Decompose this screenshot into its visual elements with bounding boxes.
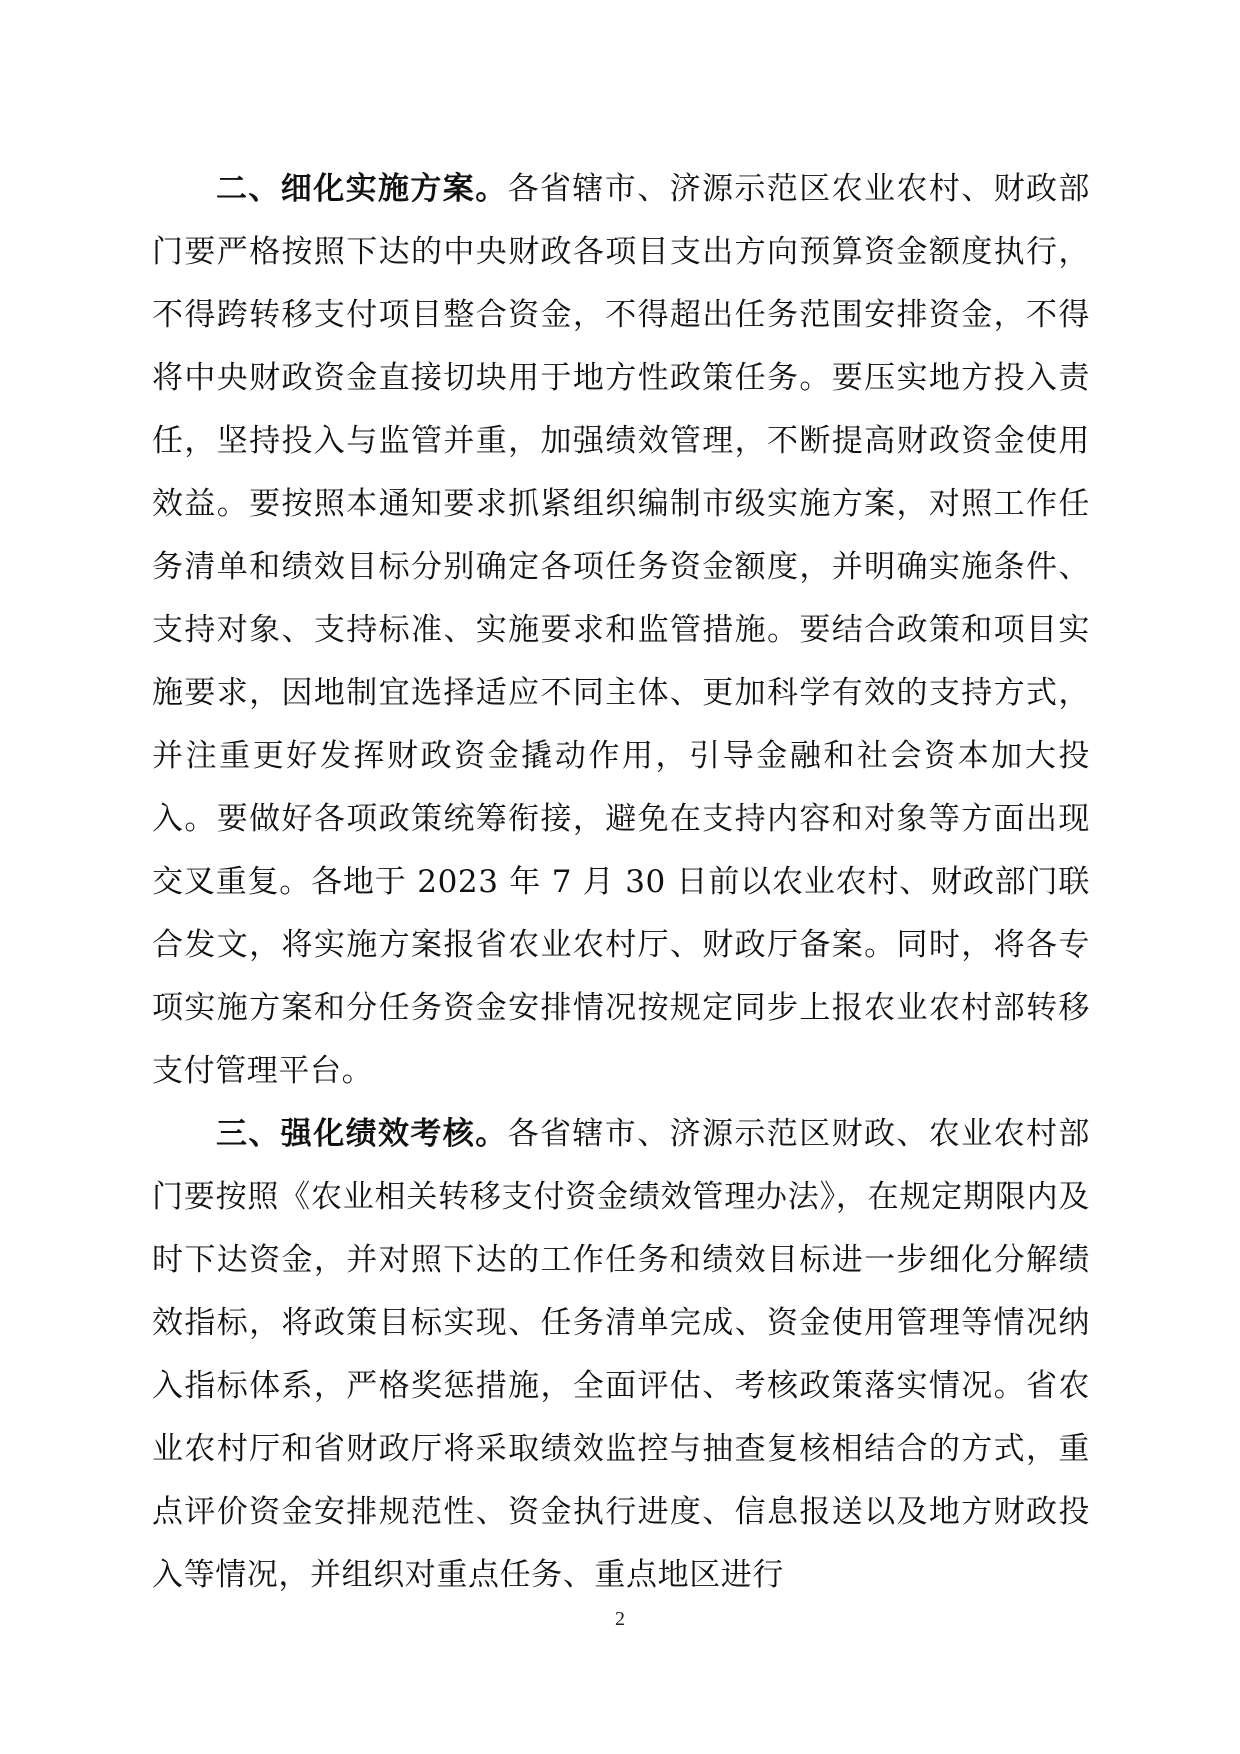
paragraph-text: 各省辖市、济源示范区农业农村、财政部门要严格按照下达的中央财政各项目支出方向预算资金额度执行，不得跨转移支付项目整合资金，不得超出任务范围安排资金，不得将中央财政资金直接切块用于地方性政策任务。要压实地方投入责任，坚持投入与监管并重，加强绩效管理，不断提高财政资金使用效益。要按照本通知要求抓紧组织编制市级实施方案，对照工作任务清单和绩效目标分别确定各项任务资金额度，并明确实施条件、支持对象、支持标准、实施要求和监管措施。要结合政策和项目实施要求，因地制宜选择适应不同主体、更加科学有效的支持方式，并注重更好发挥财政资金撬动作用，引导金融和社会资本加大投入。要做好各项政策统筹衔接，避免在支持内容和对象等方面出现交叉重复。各地于 2023 年 7 月 30 日前以农业农村、财政部门联合发文，将实施方案报省农业农村厅、财政厅备案。同时，将各专项实施方案和分任务资金安排情况按规定同步上报农业农村部转移支付管理平台。 [152,171,1090,1089]
paragraph-refine-implementation-plan [152,158,1090,1103]
paragraph-heading: 三、强化绩效考核。 [216,1116,508,1152]
paragraph-strengthen-performance-assessment [152,1103,1090,1607]
paragraph-heading: 二、细化实施方案。 [216,171,508,207]
paragraph-text: 各省辖市、济源示范区财政、农业农村部门要按照《农业相关转移支付资金绩效管理办法》，在规定期限内及时下达资金，并对照下达的工作任务和绩效目标进一步细化分解绩效指标，将政策目标实现、任务清单完成、资金使用管理等情况纳入指标体系，严格奖惩措施，全面评估、考核政策落实情况。省农业农村厅和省财政厅将采取绩效监控与抽查复核相结合的方式，重点评价资金安排规范性、资金执行进度、信息报送以及地方财政投入等情况，并组织对重点任务、重点地区进行 [152,1116,1090,1593]
document-body [152,158,1090,1607]
page-number: 2 [615,1608,625,1630]
